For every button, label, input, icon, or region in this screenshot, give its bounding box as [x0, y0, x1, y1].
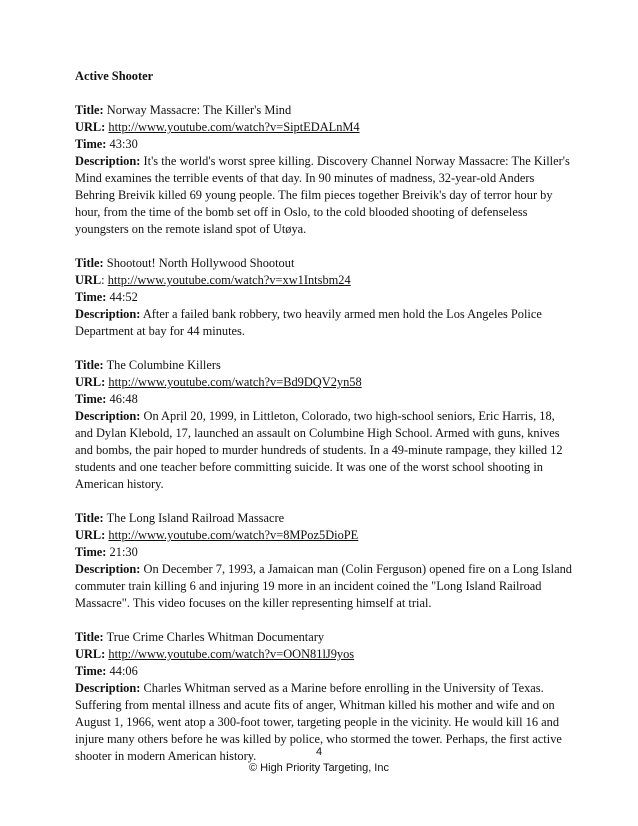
description-label: Description:: [75, 307, 141, 321]
title-label: Title:: [75, 511, 104, 525]
entry-url-link[interactable]: http://www.youtube.com/watch?v=xw1Intsbm24: [107, 273, 351, 287]
entry-url-link[interactable]: http://www.youtube.com/watch?v=SiptEDALnM4: [108, 120, 360, 134]
entry-title-row: [75, 510, 575, 527]
entry-url-row: [75, 527, 575, 544]
entry-time-row: [75, 289, 575, 306]
entry-description-row: [75, 561, 575, 612]
page-content: [75, 68, 575, 782]
entry-title: The Long Island Railroad Massacre: [106, 511, 285, 525]
video-entry-columbine: [75, 357, 575, 493]
entry-url-row: [75, 119, 575, 136]
video-entry-whitman: [75, 629, 575, 765]
title-label: Title:: [75, 630, 104, 644]
entry-title: The Columbine Killers: [106, 358, 221, 372]
url-label: URL:: [75, 375, 106, 389]
entry-url-row: [75, 646, 575, 663]
entry-description: On April 20, 1999, in Littleton, Colorado, two high-school seniors, Eric Harris, 18, and Dylan Klebold, 17, launched an assault on Columbine High School. Armed with guns, knives and bombs, the pair hoped to murder hundreds of students. In a 49-minute rampage, they killed 12 students and one teacher before committing suicide. It was one of the worst school shooting in American history.: [75, 409, 563, 491]
time-label: Time:: [75, 664, 107, 678]
video-entry-north-hollywood: [75, 255, 575, 340]
title-label: Title:: [75, 256, 104, 270]
title-label: Title:: [75, 358, 104, 372]
url-label: URL:: [75, 647, 106, 661]
entry-description-row: [75, 306, 575, 340]
video-entry-norway: [75, 102, 575, 238]
page-number: 4: [315, 746, 323, 758]
description-label: Description:: [75, 409, 141, 423]
title-label: Title:: [75, 103, 104, 117]
entry-title-row: [75, 357, 575, 374]
entry-title: Norway Massacre: The Killer's Mind: [106, 103, 292, 117]
description-label: Description:: [75, 681, 141, 695]
time-label: Time:: [75, 290, 107, 304]
entry-title-row: [75, 255, 575, 272]
entry-description: It's the world's worst spree killing. Discovery Channel Norway Massacre: The Killer's Mind examines the terrible events of that day. In 90 minutes of madness, 32-year-old Anders Behring Breivik killed 69 young people. The film pieces together Breivik's day of terror hour by hour, from the time of the bomb set off in Oslo, to the cold blooded shooting of defenseless youngsters on the remote island spot of Utøya.: [75, 154, 570, 236]
entry-description: On December 7, 1993, a Jamaican man (Colin Ferguson) opened fire on a Long Island commuter train killing 6 and injuring 19 more in an incident coined the "Long Island Railroad Massacre". This video focuses on the killer representing himself at trial.: [75, 562, 573, 610]
entry-time: 44:06: [109, 664, 138, 678]
time-label: Time:: [75, 545, 107, 559]
entry-time: 43:30: [109, 137, 138, 151]
entry-time: 46:48: [109, 392, 138, 406]
entry-title-row: [75, 102, 575, 119]
entry-url-row: [75, 374, 575, 391]
url-label: URL:: [75, 528, 106, 542]
entry-time-row: [75, 544, 575, 561]
time-label: Time:: [75, 392, 107, 406]
section-heading: Active Shooter: [75, 69, 154, 83]
entry-time-row: [75, 663, 575, 680]
time-label: Time:: [75, 137, 107, 151]
entry-description-row: [75, 408, 575, 493]
entry-time-row: [75, 391, 575, 408]
entry-time: 44:52: [109, 290, 138, 304]
entry-title-row: [75, 629, 575, 646]
entry-url-link[interactable]: http://www.youtube.com/watch?v=Bd9DQV2yn58: [108, 375, 362, 389]
entry-description: Charles Whitman served as a Marine before enrolling in the University of Texas. Suffering from mental illness and acute fits of anger, Whitman killed his mother and wife and on August 1, 1966, went atop a 300-foot tower, targeting people in the vicinity. He would kill 16 and injure many others before he was killed by police, who stormed the tower. Perhaps, the first active shooter in modern American history.: [75, 681, 562, 763]
entry-title: True Crime Charles Whitman Documentary: [106, 630, 325, 644]
entry-url-link[interactable]: http://www.youtube.com/watch?v=OON81lJ9yos: [108, 647, 355, 661]
entry-url-link[interactable]: http://www.youtube.com/watch?v=8MPoz5DioPE: [108, 528, 359, 542]
entry-time-row: [75, 136, 575, 153]
url-label: URL:: [75, 120, 106, 134]
entry-description-row: [75, 153, 575, 238]
entry-description: After a failed bank robbery, two heavily armed men hold the Los Angeles Police Department at bay for 44 minutes.: [75, 307, 542, 338]
copyright-footer: © High Priority Targeting, Inc: [249, 762, 389, 774]
description-label: Description:: [75, 154, 141, 168]
description-label: Description:: [75, 562, 141, 576]
video-entry-long-island: [75, 510, 575, 612]
entry-title: Shootout! North Hollywood Shootout: [106, 256, 295, 270]
entry-time: 21:30: [109, 545, 138, 559]
url-label: URL: [75, 273, 102, 287]
entry-url-row: URL: http://www.youtube.com/watch?v=xw1Intsbm24: [75, 273, 351, 287]
